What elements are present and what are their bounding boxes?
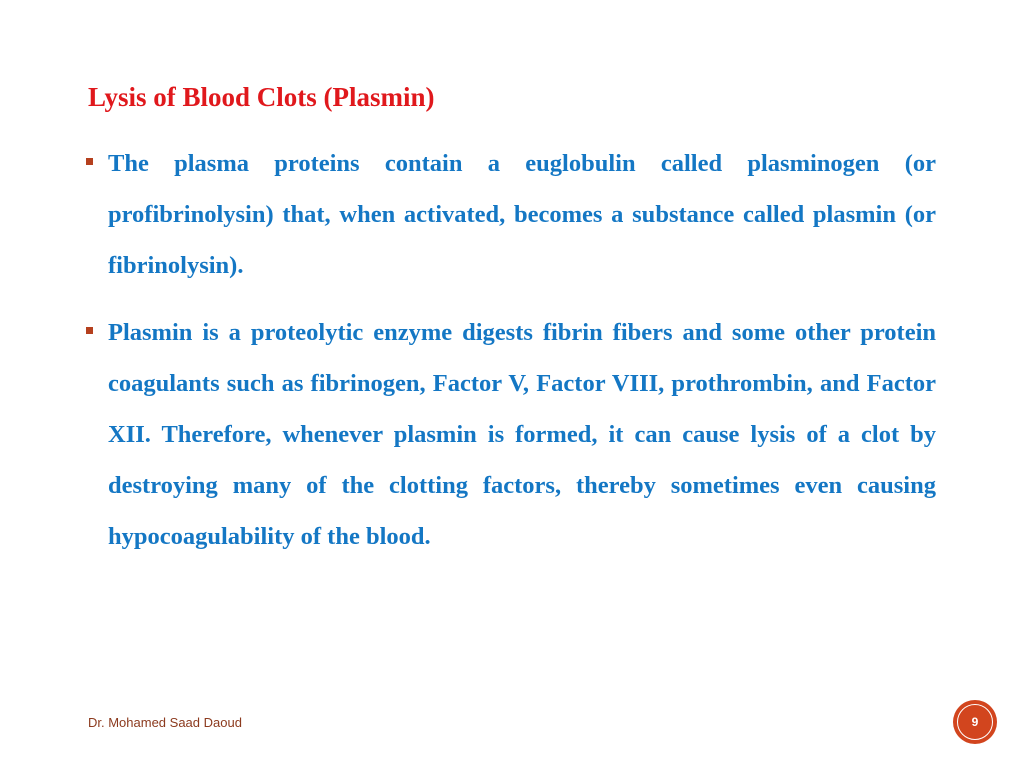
- bullet-item: [84, 307, 936, 562]
- slide-title: Lysis of Blood Clots (Plasmin): [88, 82, 435, 112]
- page-number: 9: [971, 715, 979, 729]
- bullet-item: [84, 138, 936, 291]
- bullet-text: Plasmin is a proteolytic enzyme digests fibrin fibers and some other protein coagulants such as fibrinogen, Factor V, Factor VIII, prothrombin, and Factor XII. Therefore, whenever plasmin is formed, it can cause lysis of a clot by destroying many of the clotting factors, thereby sometimes even causing hypocoagulability of the blood.: [108, 319, 936, 550]
- footer-author: Dr. Mohamed Saad Daoud: [88, 715, 242, 730]
- bullet-list: [84, 138, 936, 578]
- square-bullet-icon: [86, 327, 93, 334]
- page-number-badge: [953, 700, 997, 744]
- square-bullet-icon: [86, 158, 93, 165]
- bullet-text: The plasma proteins contain a euglobulin called plasminogen (or profibrinolysin) that, when activated, becomes a substance called plasmin (or fibrinolysin).: [108, 150, 936, 279]
